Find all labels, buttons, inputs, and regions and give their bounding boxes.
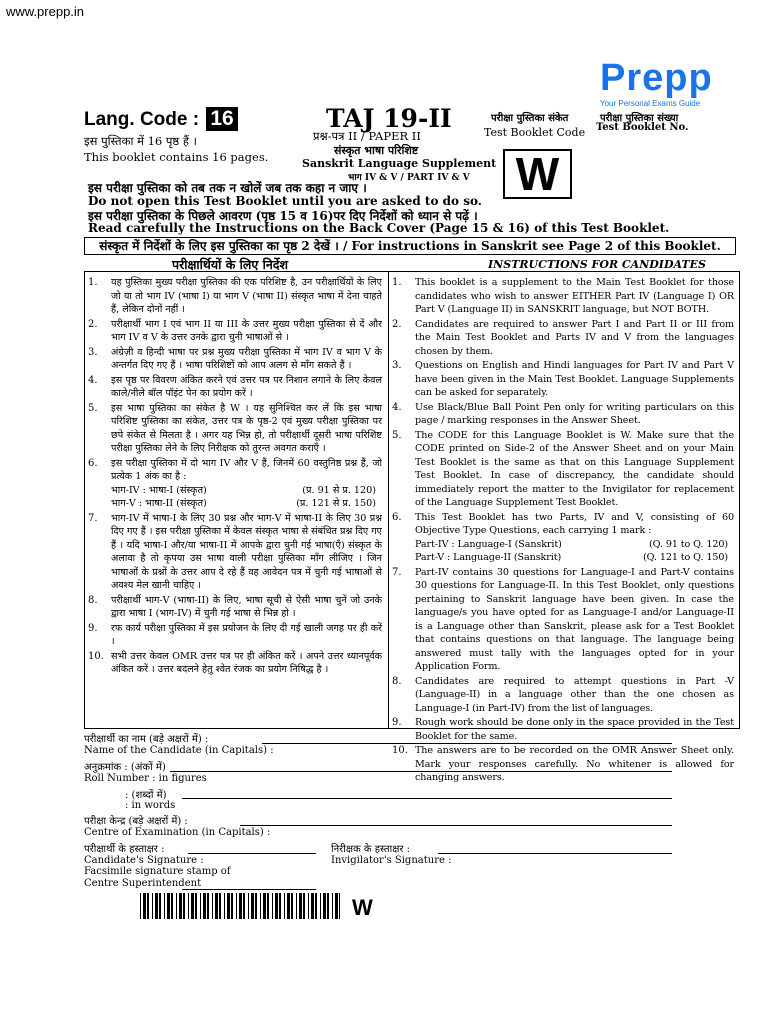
list-item: 8. Candidates are required to attempt questions in Part -V (Language-II) in a language other than the one chosen as Language-I (in Part-IV) from the list of languages.	[392, 675, 734, 714]
warning-en-2: Read carefully the Instructions on the Back Cover (Page 15 & 16) of this Test Booklet.	[88, 221, 670, 235]
list-item: 1. यह पुस्तिका मुख्य परीक्षा पुस्तिका की एक परिशिष्ट है, उन परीक्षार्थियों के लिए जो या तो भाग IV (भाषा I) या भाग V (भाषा II) संस्कृत भाषा में देना चाहते हैं, लेकिन दोनों नहीं ।	[88, 277, 382, 315]
warning-hi-2: इस परीक्षा पुस्तिका के पिछले आवरण (पृष्ठ 15 व 16)पर दिए निर्देशों को ध्यान से पढ़ें ।	[88, 209, 478, 223]
list-item: 5. इस भाषा पुस्तिका का संकेत है W । यह सुनिश्चित कर लें कि इस भाषा परिशिष्ट पुस्तिका का संकेत, उत्तर पत्र के पृष्ठ-2 एवं मुख्य परीक्षा पुस्तिका पर छपे संकेत से मिलता है । अगर यह भिन्न हो, तो परीक्षार्थी दूसरी भाषा परिशिष्ट परीक्षा पुस्तिका लेने के लिए निरीक्षक को तुरन्त अवगत कराएँ ।	[88, 402, 382, 454]
warning-en-1: Do not open this Test Booklet until you are asked to do so.	[88, 194, 482, 208]
list-item: 1. This booklet is a supplement to the Main Test Booklet for those candidates who wish to answer EITHER Part IV (Language I) OR Part V (Language II) in SANSKRIT language, but NOT BOTH.	[392, 277, 734, 315]
part-row: Part-IV : Language-I (Sanskrit) (Q. 91 to Q. 120)	[415, 538, 728, 550]
list-item: 6. This Test Booklet has two Parts, IV and V, consisting of 60 Objective Type Questions, each carrying 1 mark : Part-IV : Language-I (Sanskrit) (Q. 91 to Q. 120) Part-V : Language-II (Sanskrit) (Q. 121 to Q. 150)	[392, 511, 734, 563]
invigilator-signature-label-hi: निरीक्षक के हस्ताक्षर :	[331, 844, 411, 855]
lang-code-label: Lang. Code :	[84, 109, 200, 130]
list-item: 10. The answers are to be recorded on the OMR Answer Sheet only. Mark your responses carefully. No whitener is allowed for changing answers.	[392, 745, 734, 783]
candidate-signature-label-en: Candidate's Signature :	[84, 855, 204, 866]
list-item: 7. Part-IV contains 30 questions for Language-I and Part-V contains 30 questions for Language-II. In this Test Booklet, only questions pertaining to Sanskrit language have been given. In case the language/s you have opted for as Language-I and/or Language-II is a Language other than Sanskrit, please ask for a Test Booklet that contains questions on that language. The language being answered must tally with the languages opted for in your Application Form.	[392, 566, 734, 672]
roll-number-label-hi: अनुक्रमांक : (अंकों में)	[84, 762, 166, 773]
invigilator-signature-label-en: Invigilator's Signature :	[331, 855, 452, 866]
list-item: 3. अंग्रेज़ी व हिन्दी भाषा पर प्रश्न मुख्य परीक्षा पुस्तिका में भाग IV व भाग V के अन्तर्गत दिए गए हैं । भाषा परिशिष्टों को आप अलग से माँग सकते हैं ।	[88, 346, 382, 371]
list-item: 8. परीक्षार्थी भाग-V (भाषा-II) के लिए, भाषा सूची से ऐसी भाषा चुनें जो उनके द्वारा भाषा I (भाग-IV) में चुनी गई भाषा से भिन्न हो ।	[88, 594, 382, 619]
parts-label: भाग IV & V / PART IV & V	[348, 173, 470, 183]
centre-label-en: Centre of Examination (in Capitals) :	[84, 827, 271, 838]
pages-hi: इस पुस्तिका में 16 पृष्ठ हैं ।	[84, 134, 197, 148]
paper-label: प्रश्न-पत्र II / PAPER II	[313, 129, 421, 143]
list-item: 9. रफ कार्य परीक्षा पुस्तिका में इस प्रयोजन के लिए दी गई खाली जगह पर ही करें ।	[88, 622, 382, 647]
instructions-hindi	[86, 276, 382, 678]
list-item: 3. Questions on English and Hindi languages for Part IV and Part V have been given in the Main Test Booklet. Language Supplements can be asked for separately.	[392, 360, 734, 398]
list-item: 10. सभी उत्तर केवल OMR उत्तर पत्र पर ही अंकित करें । अपने उत्तर ध्यानपूर्वक अंकित करें । उत्तर बदलने हेतु श्वेत रंजक का प्रयोग निषिद्ध है ।	[88, 650, 382, 675]
list-item: 9. Rough work should be done only in the space provided in the Test Booklet for the same.	[392, 717, 734, 742]
supplement-en: Sanskrit Language Supplement	[302, 157, 497, 170]
candidate-name-field[interactable]	[262, 743, 672, 744]
exam-code: TAJ 19-II	[326, 104, 452, 133]
centre-label-hi: परीक्षा केन्द्र (बड़े अक्षरों में) :	[84, 816, 188, 827]
part-row: भाग-V : भाषा-II (संस्कृत) (प्र. 121 से प्र. 150)	[111, 498, 376, 509]
part-row: Part-V : Language-II (Sanskrit) (Q. 121 to Q. 150)	[415, 552, 728, 563]
centre-field[interactable]	[240, 825, 672, 826]
test-booklet-no-en: Test Booklet No.	[596, 122, 689, 133]
prepp-logo	[600, 58, 718, 108]
candidate-name-label-en: Name of the Candidate (in Capitals) :	[84, 745, 274, 756]
logo-word: Prepp	[600, 57, 713, 99]
site-url[interactable]: www.prepp.in	[6, 4, 85, 19]
heading-en: INSTRUCTIONS FOR CANDIDATES	[488, 258, 706, 271]
candidate-signature-label-hi: परीक्षार्थी के हस्ताक्षर :	[84, 844, 165, 855]
list-item: 6. इस परीक्षा पुस्तिका में दो भाग IV और V हैं, जिनमें 60 वस्तुनिष्ठ प्रश्न हैं, जो प्रत्येक 1 अंक का है : भाग-IV : भाषा-I (संस्कृत) (प्र. 91 से प्र. 120) भाग-V : भाषा-II (संस्कृत) (प्र. 121 से प्र. 150)	[88, 457, 382, 509]
instructions-english	[390, 276, 734, 786]
candidate-name-label-hi: परीक्षार्थी का नाम (बड़े अक्षरों में) :	[84, 734, 209, 745]
sanskrit-instructions-band: संस्कृत में निर्देशों के लिए इस पुस्तिका का पृष्ठ 2 देखें । / For instructions in Sanskrit see Page 2 of this Booklet.	[84, 237, 736, 255]
roll-number-figures-field[interactable]	[170, 771, 672, 772]
test-booklet-code-hi: परीक्षा पुस्तिका संकेत	[491, 113, 569, 124]
facsimile-label-1: Facsimile signature stamp of	[84, 866, 231, 877]
list-item: 2. Candidates are required to answer Part I and Part II or III from the Main Test Booklet and Parts IV and V from the languages chosen by them.	[392, 318, 734, 357]
roll-words-label-en: : in words	[125, 800, 176, 811]
test-booklet-no-hi: परीक्षा पुस्तिका संख्या	[600, 113, 679, 124]
roll-words-label-hi: : (शब्दों में)	[125, 790, 167, 801]
list-item: 4. Use Black/Blue Ball Point Pen only for writing particulars on this page / marking responses in the Answer Sheet.	[392, 401, 734, 426]
list-item: 2. परीक्षार्थी भाग I एवं भाग II या III के उत्तर मुख्य परीक्षा पुस्तिका से दें और भाग IV व V के उत्तर उनके द्वारा चुनी भाषाओं से ।	[88, 318, 382, 343]
list-item: 5. The CODE for this Language Booklet is W. Make sure that the CODE printed on Side-2 of the Answer Sheet and on your Main Test Booklet is the same as that on this Language Supplement Test Booklet. In case of discrepancy, the candidate should immediately report the matter to the Invigilator for replacement of the Language Supplement Test Booklet.	[392, 429, 734, 508]
warning-hi-1: इस परीक्षा पुस्तिका को तब तक न खोलें जब तक कहा न जाए ।	[88, 181, 367, 195]
lang-code	[84, 107, 238, 131]
list-item: 7. भाग-IV में भाषा-I के लिए 30 प्रश्न और भाग-V में भाषा-II के लिए 30 प्रश्न दिए गए हैं । इस परीक्षा पुस्तिका में केवल संस्कृत भाषा से संबंधित प्रश्न दिए गए हैं । यदि भाषा-I और/या भाषा-II में आपके द्वारा चुनी गई भाषा(एँ) संस्कृत के अलावा है तो कृपया उस भाषा वाली परीक्षा पुस्तिका माँग लीजिए । जिन भाषाओं के प्रश्नों के उत्तर आप दे रहे हैं वह आवेदन पत्र में चुनी गई भाषाओं से अवश्य मेल खानी चाहिए ।	[88, 512, 382, 591]
roll-number-label-en: Roll Number : in figures	[84, 773, 207, 784]
barcode-icon	[140, 893, 340, 919]
footer-booklet-code: W	[352, 895, 373, 920]
list-item: 4. इस पृष्ठ पर विवरण अंकित करने एवं उत्तर पत्र पर निशान लगाने के लिए केवल काले/नीले बॉल पॉइंट पेन का प्रयोग करें ।	[88, 374, 382, 399]
heading-hi: परीक्षार्थियों के लिए निर्देश	[172, 257, 288, 272]
column-divider	[388, 271, 389, 729]
roll-number-words-field[interactable]	[182, 798, 672, 799]
facsimile-field[interactable]	[182, 889, 316, 890]
part-row: भाग-IV : भाषा-I (संस्कृत) (प्र. 91 से प्र. 120)	[111, 484, 376, 496]
lang-code-value: 16	[206, 107, 237, 131]
logo-tagline: Your Personal Exams Guide	[600, 99, 701, 108]
booklet-code-box: W	[503, 149, 572, 199]
supplement-hi: संस्कृत भाषा परिशिष्ट	[334, 144, 419, 157]
pages-en: This booklet contains 16 pages.	[84, 150, 269, 164]
test-booklet-code-en: Test Booklet Code	[484, 126, 586, 139]
invigilator-signature-field[interactable]	[438, 853, 672, 854]
facsimile-label-2: Centre Superintendent	[84, 878, 202, 889]
candidate-signature-field[interactable]	[188, 853, 316, 854]
